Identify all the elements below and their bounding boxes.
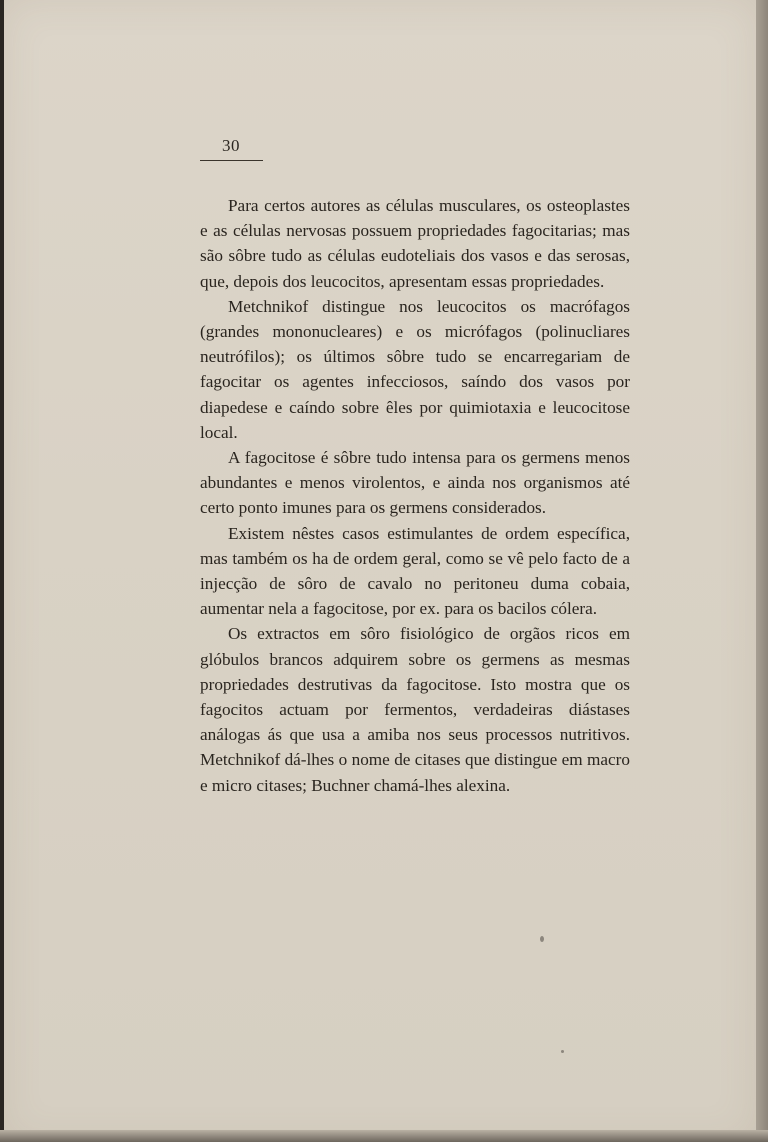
paper-speck [561, 1050, 564, 1053]
paragraph-3: A fagocitose é sôbre tudo intensa para os germens menos abundantes e menos virolentos, e ainda nos organismos até certo ponto imunes para os germens considerados. [200, 448, 630, 518]
page-number-rule [200, 160, 263, 161]
book-page [4, 0, 756, 1142]
body-text [200, 193, 630, 798]
paragraph-2: Metchnikof distingue nos leucocitos os macrófagos (grandes mononucleares) e os micrófagos (polinucliares neutrófilos); os últimos sôbre tudo se encarregariam de fagocitar os agentes infecciosos, saíndo dos vasos por diapedese e caíndo sobre êles por quimiotaxia e leucocitose local. [200, 296, 630, 442]
page-number: 30 [222, 136, 240, 155]
page-edge-bottom [0, 1130, 768, 1142]
paragraph-5: Os extractos em sôro fisiológico de orgãos ricos em glóbulos brancos adquirem sobre os germens as mesmas propriedades destrutivas da fagocitose. Isto mostra que os fagocitos actuam por fermentos, verdadeiras diástases análogas ás que usa a amiba nos seus processos nutritivos. Metchnikof dá-lhes o nome de citases que distingue em macro e micro citases; Buchner chamá-lhes alexina. [200, 624, 630, 795]
paper-speck [540, 936, 544, 942]
page-edge-right [756, 0, 768, 1142]
paragraph-4: Existem nêstes casos estimulantes de ordem específica, mas também os ha de ordem geral, como se vê pelo facto de a injecção de sôro de cavalo no peritoneu duma cobaia, aumentar nela a fagocitose, por ex. para os bacilos cólera. [200, 523, 630, 619]
paragraph-1: Para certos autores as células musculares, os osteoplastes e as células nervosas possuem propriedades fagocitarias; mas são sôbre tudo as células eudoteliais dos vasos e das serosas, que, depois dos leucocitos, apresentam essas propriedades. [200, 196, 630, 291]
